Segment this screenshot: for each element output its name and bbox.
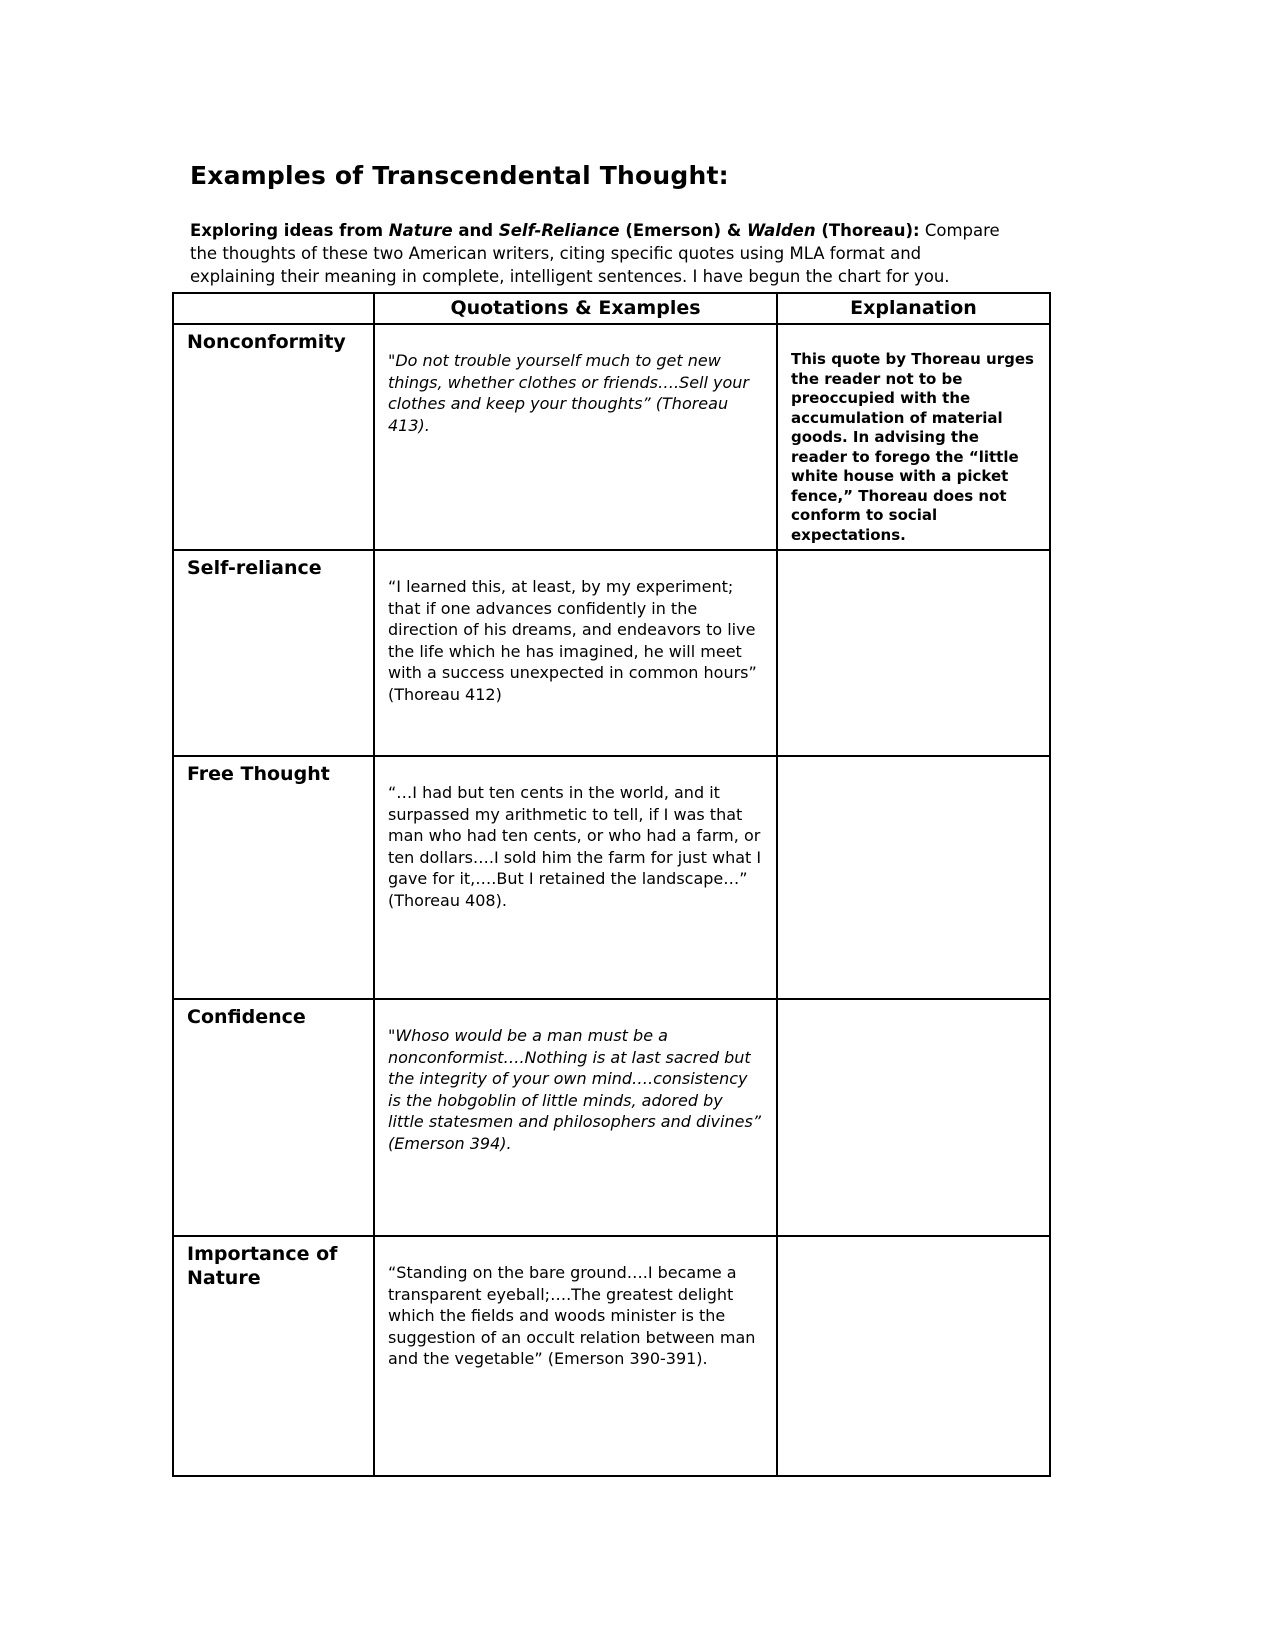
quote-text: "Do not trouble yourself much to get new things, whether clothes or friends….Sell your clothes and keep your thoughts” (Thoreau 413). — [388, 351, 749, 435]
intro-authors-thoreau: (Thoreau): — [815, 220, 920, 240]
topic-label: Free Thought — [187, 763, 330, 785]
quote-text: “I learned this, at least, by my experiment; that if one advances confidently in the direction of his dreams, and endeavors to live the life which he has imagined, he will meet with a success unexpected in common hours” (Thoreau 412) — [388, 577, 757, 704]
table-header-row — [173, 293, 1050, 324]
topic-cell — [173, 550, 374, 756]
quote-cell — [374, 756, 777, 999]
table-row-self-reliance — [173, 550, 1050, 756]
table-row-free-thought — [173, 756, 1050, 999]
intro-work-self-reliance: Self-Reliance — [498, 220, 620, 240]
explanation-cell — [777, 999, 1050, 1236]
topic-label: Self-reliance — [187, 557, 322, 579]
intro-body: Compare the thoughts of these two American writers, citing specific quotes using MLA format and explaining their meaning in complete, intelligent sentences. I have begun the chart for you. — [190, 220, 1000, 286]
quote-text: “…I had but ten cents in the world, and it surpassed my arithmetic to tell, if I was that man who had ten cents, or who had a farm, or ten dollars….I sold him the farm for just what I gave for it,….But I retained the landscape…” (Thoreau 408). — [388, 783, 762, 910]
topic-label: Nonconformity — [187, 331, 346, 353]
explanation-cell — [777, 324, 1050, 550]
intro-lead: Exploring ideas from — [190, 220, 389, 240]
quote-cell — [374, 999, 777, 1236]
page-title: Examples of Transcendental Thought: — [190, 160, 729, 190]
topic-cell — [173, 999, 374, 1236]
table-row-confidence — [173, 999, 1050, 1236]
topic-label: Confidence — [187, 1006, 306, 1028]
intro-work-nature: Nature — [388, 220, 453, 240]
table-row-nonconformity — [173, 324, 1050, 550]
topic-cell — [173, 1236, 374, 1476]
intro-work-walden: Walden — [746, 220, 816, 240]
intro-and: and — [452, 220, 499, 240]
quote-cell — [374, 324, 777, 550]
header-quotations-column: Quotations & Examples — [374, 293, 777, 324]
header-topic-column — [173, 293, 374, 324]
topic-cell — [173, 324, 374, 550]
intro-paragraph — [190, 219, 1002, 288]
comparison-table — [172, 292, 1051, 1477]
topic-label: Importance of Nature — [187, 1243, 338, 1289]
intro-authors-emerson: (Emerson) & — [619, 220, 747, 240]
table-row-importance-of-nature — [173, 1236, 1050, 1476]
explanation-cell — [777, 550, 1050, 756]
explanation-text: This quote by Thoreau urges the reader not to be preoccupied with the accumulation of material goods. In advising the reader to forego the “little white house with a picket fence,” Thoreau does not conform to social expectations. — [791, 350, 1034, 544]
quote-text: “Standing on the bare ground….I became a transparent eyeball;….The greatest delight which the fields and woods minister is the suggestion of an occult relation between man and the vegetable” (Emerson 390-391). — [388, 1263, 756, 1368]
header-explanation-column: Explanation — [777, 293, 1050, 324]
explanation-cell — [777, 1236, 1050, 1476]
topic-cell — [173, 756, 374, 999]
quote-text: "Whoso would be a man must be a nonconformist….Nothing is at last sacred but the integrity of your own mind….consistency is the hobgoblin of little minds, adored by little statesmen and philosophers and divines” (Emerson 394). — [388, 1026, 762, 1153]
explanation-cell — [777, 756, 1050, 999]
quote-cell — [374, 550, 777, 756]
quote-cell — [374, 1236, 777, 1476]
